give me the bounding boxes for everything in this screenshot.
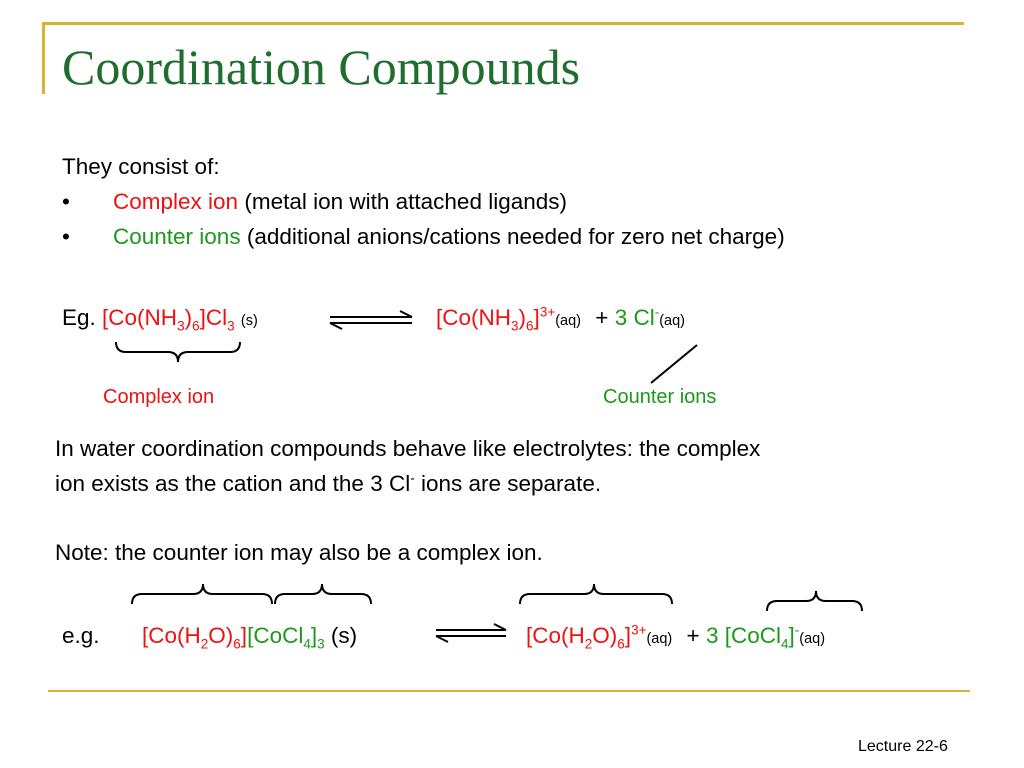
brace-over-anion: [275, 584, 371, 604]
plus-sign: +: [686, 623, 700, 648]
reactant-anion-formula: $[CoCl_4]_3$: [247, 623, 325, 652]
equilibrium-arrow-icon: [330, 311, 412, 329]
equilibrium-arrow-icon: [436, 624, 506, 642]
state-label: (s): [240, 313, 258, 329]
paragraph-line1: In water coordination compounds behave like electrolytes: the complex: [55, 436, 761, 461]
plus-sign: +: [595, 305, 609, 330]
state-label: (aq): [646, 631, 673, 647]
bullet-desc: (metal ion with attached ligands): [244, 189, 567, 214]
example2-prefix: e.g.: [62, 623, 100, 648]
bullet-term: Complex ion: [113, 189, 239, 214]
bullet-term: Counter ions: [113, 224, 241, 249]
reactant-formula: $[Co(NH_3)_6]Cl_3$: [102, 305, 235, 334]
slide-footer: Lecture 22-6: [858, 738, 948, 755]
example-prefix: Eg.: [62, 305, 96, 330]
brace-over-product-cation: [520, 584, 672, 604]
intro-text: They consist of:: [62, 154, 220, 179]
product-anion-formula: 3 [CoCl$_4$]-: [705, 622, 800, 652]
label-complex-ion: Complex ion: [103, 386, 215, 408]
state-label: (aq): [555, 313, 582, 329]
product-complex-formula: $[Co(NH_3)_6]^{3+}$: [436, 304, 556, 334]
brace-over-product-anion: [767, 591, 862, 611]
brace-under-complex-ion: [116, 342, 240, 362]
pointer-line: [651, 345, 697, 383]
state-label: (aq): [659, 313, 685, 329]
state-label: (aq): [799, 631, 826, 647]
reactant-cation-formula: $[Co(H_2O)_6]$: [142, 623, 248, 652]
product-cation-formula: $[Co(H_2O)_6]^{3+}$: [526, 622, 647, 652]
brace-over-cation: [132, 584, 272, 604]
paragraph-line2: ion exists as the cation and the 3 Cl- ions are separate.: [55, 470, 602, 496]
slide-title: Coordination Compounds: [62, 39, 581, 95]
bullet-desc: (additional anions/cations needed for zero net charge): [246, 224, 785, 249]
label-counter-ions: Counter ions: [603, 386, 717, 408]
product-counter-formula: 3 Cl-: [614, 304, 660, 330]
state-label: (s): [330, 623, 358, 648]
bullet-mark: •: [62, 189, 70, 214]
bullet-mark: •: [62, 224, 70, 249]
note-text: Note: the counter ion may also be a complex ion.: [55, 540, 543, 565]
